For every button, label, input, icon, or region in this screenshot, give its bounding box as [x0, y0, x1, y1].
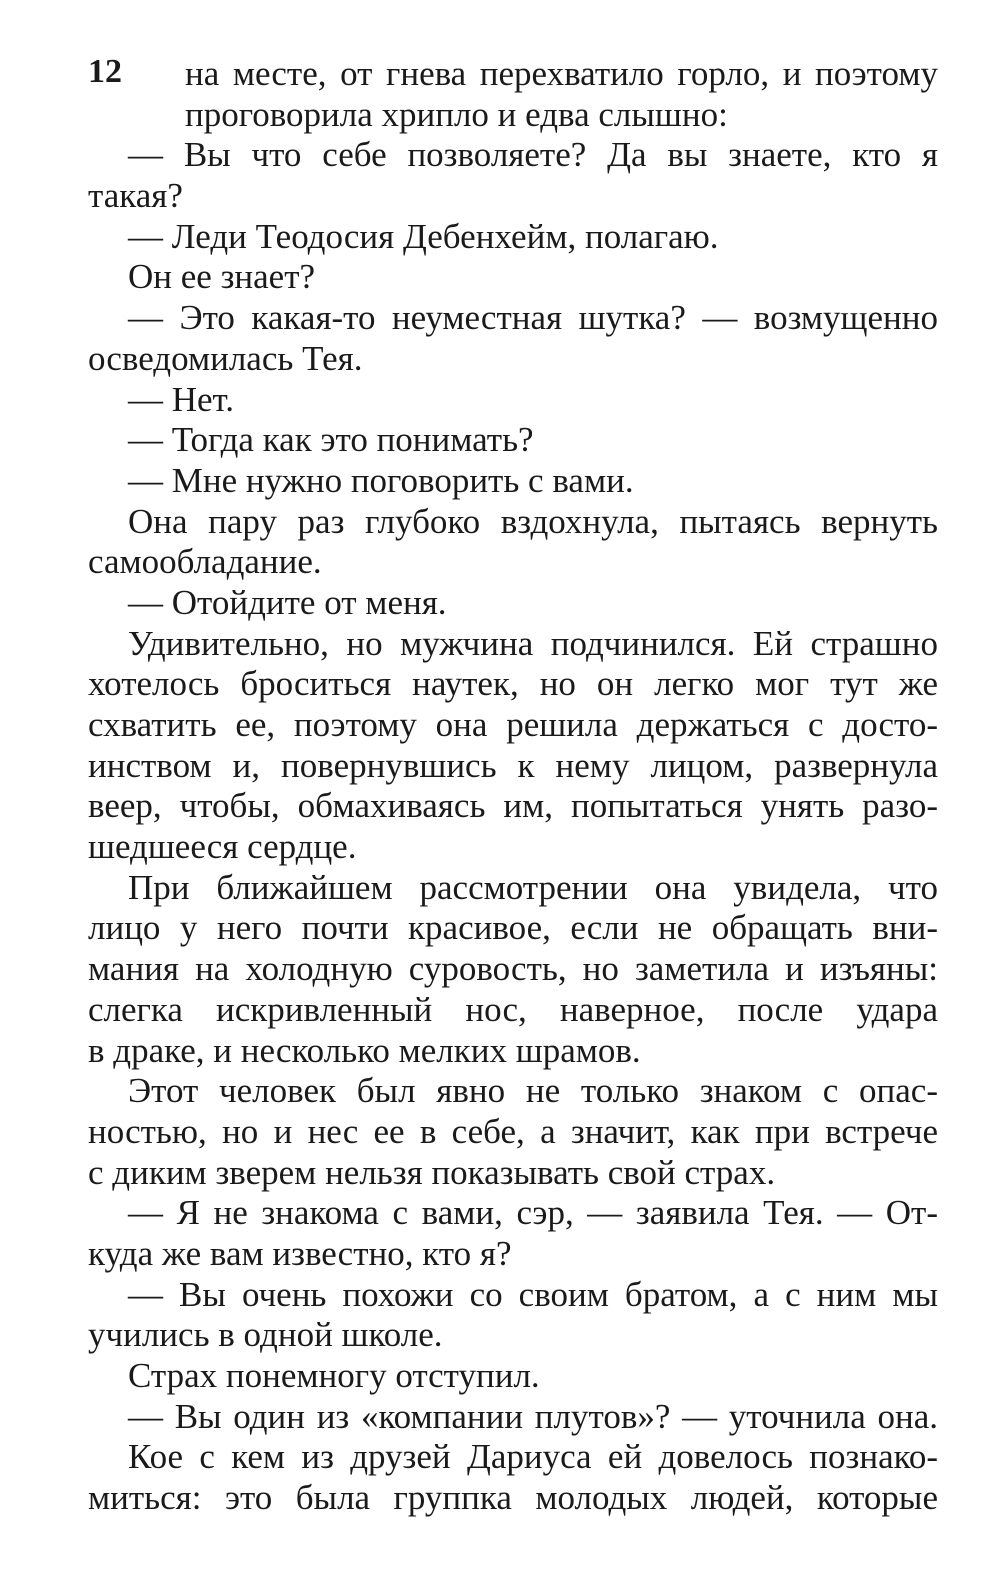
text-line: проговорила хрипло и едва слышно: [185, 94, 728, 134]
text-line: на месте, от гнева перехватило горло, и поэтому [185, 54, 938, 93]
text-line: — Это какая-то неуместная шутка? — возмущенно [128, 298, 938, 338]
text-line: лицо у него почти красивое, если не обращать вни- [88, 908, 938, 948]
text-line: — Вы очень похожи со своим братом, а с ним мы [128, 1274, 938, 1314]
text-line: Она пару раз глубоко вздохнула, пытаясь вернуть [128, 501, 938, 541]
text-line: веер, чтобы, обмахиваясь им, попытаться унять разо- [88, 786, 938, 826]
text-line: — Нет. [128, 379, 234, 419]
text-line: ностью, но и нес ее в себе, а значит, как при встрече [88, 1111, 938, 1151]
text-line: куда же вам известно, кто я? [88, 1233, 512, 1273]
text-line: — Тогда как это понимать? [128, 420, 534, 460]
text-line: в драке, и несколько мелких шрамов. [88, 1030, 641, 1070]
page-number: 12 [88, 53, 122, 90]
text-line: Кое с кем из друзей Дариуса ей довелось познако- [128, 1437, 938, 1477]
text-line: Удивительно, но мужчина подчинился. Ей страшно [128, 623, 938, 663]
text-line: учились в одной школе. [88, 1315, 443, 1355]
text-line: — Отойдите от меня. [128, 582, 447, 622]
text-line: с диким зверем нельзя показывать свой страх. [88, 1152, 776, 1192]
text-line: миться: это была группка молодых людей, которые [88, 1478, 938, 1518]
text-line: мания на холодную суровость, но заметила и изъяны: [88, 949, 938, 989]
text-line: — Леди Теодосия Дебенхейм, полагаю. [128, 216, 719, 256]
text-line: осведомилась Тея. [88, 338, 363, 378]
text-line: хотелось броситься наутек, но он легко мог тут же [88, 664, 938, 704]
text-line: Этот человек был явно не только знаком с опас- [128, 1071, 938, 1111]
text-line: слегка искривленный нос, наверное, после удара [88, 989, 938, 1029]
text-line: — Я не знакома с вами, сэр, — заявила Тея. — От- [128, 1193, 938, 1233]
text-line: схватить ее, поэтому она решила держаться с досто- [88, 705, 938, 744]
text-line: — Вы что себе позволяете? Да вы знаете, кто я [128, 135, 938, 175]
body-text [88, 54, 938, 1519]
text-line: Он ее знает? [128, 257, 316, 297]
text-line: — Мне нужно поговорить с вами. [128, 460, 634, 500]
text-line: инством и, повернувшись к нему лицом, развернула [88, 745, 938, 785]
text-line: — Вы один из «компании плутов»? — уточнила она. [128, 1396, 938, 1436]
text-line: такая? [88, 176, 183, 216]
text-line: Страх понемногу отступил. [128, 1356, 540, 1395]
text-line: шедшееся сердце. [88, 827, 357, 867]
text-line: При ближайшем рассмотрении она увидела, что [128, 867, 938, 907]
text-line: самообладание. [88, 542, 322, 582]
